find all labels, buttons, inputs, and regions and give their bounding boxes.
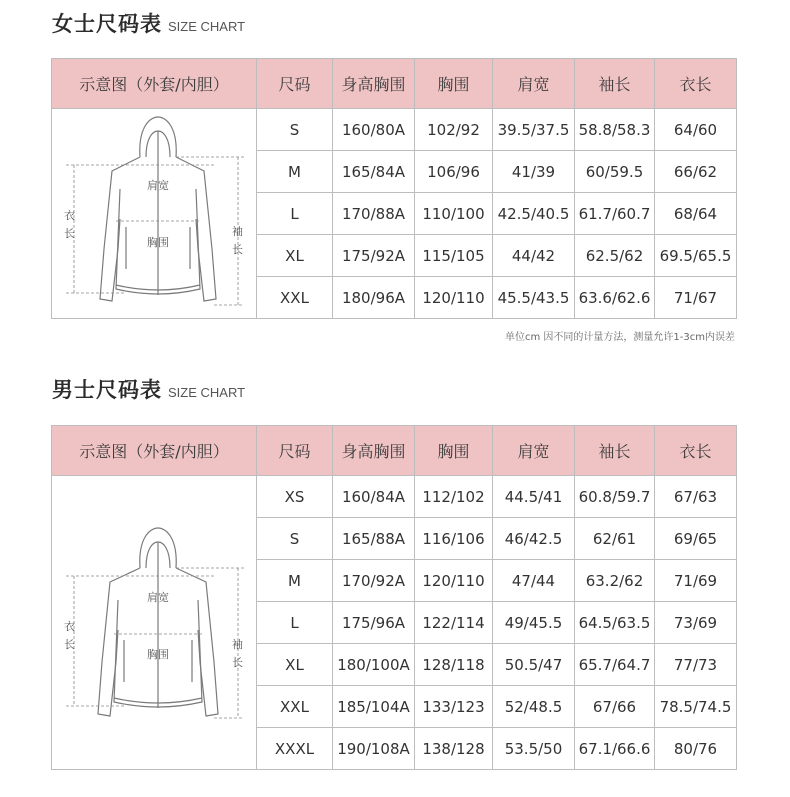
- header-height-chest: 身高胸围: [333, 59, 415, 109]
- cell: 65.7/64.7: [575, 644, 655, 686]
- sleeve-label-2: 长: [232, 655, 243, 669]
- size-cell: S: [257, 109, 333, 151]
- cell: 64/60: [655, 109, 737, 151]
- header-chest: 胸围: [415, 59, 493, 109]
- size-cell: L: [257, 193, 333, 235]
- cell: 77/73: [655, 644, 737, 686]
- size-cell: M: [257, 151, 333, 193]
- size-cell: M: [257, 560, 333, 602]
- cell: 69/65: [655, 518, 737, 560]
- cell: 80/76: [655, 728, 737, 770]
- cell: 66/62: [655, 151, 737, 193]
- header-diagram: 示意图（外套/内胆）: [52, 59, 257, 109]
- size-cell: L: [257, 602, 333, 644]
- cell: 53.5/50: [493, 728, 575, 770]
- men-title: [52, 374, 245, 408]
- cell: 112/102: [415, 476, 493, 518]
- jacket-diagram-icon: [54, 506, 254, 736]
- men-garment-diagram: [52, 476, 257, 770]
- measurement-note: 单位cm 因不同的计量方法，测量允许1-3cm内误差: [505, 332, 735, 343]
- men-title-en: SIZE CHART: [168, 385, 246, 400]
- cell: 45.5/43.5: [493, 277, 575, 319]
- cell: 63.6/62.6: [575, 277, 655, 319]
- size-cell: XL: [257, 235, 333, 277]
- cell: 71/67: [655, 277, 737, 319]
- women-title-cn: 女士尺码表: [52, 12, 162, 36]
- size-cell: XXL: [257, 277, 333, 319]
- cell: 170/92A: [333, 560, 415, 602]
- cell: 41/39: [493, 151, 575, 193]
- cell: 190/108A: [333, 728, 415, 770]
- women-size-table: [51, 58, 737, 319]
- cell: 62/61: [575, 518, 655, 560]
- jacket-diagram-icon: [54, 109, 254, 314]
- length-label-1: 衣: [64, 619, 75, 633]
- cell: 122/114: [415, 602, 493, 644]
- cell: 39.5/37.5: [493, 109, 575, 151]
- cell: 120/110: [415, 277, 493, 319]
- men-size-table: [51, 425, 737, 770]
- cell: 138/128: [415, 728, 493, 770]
- cell: 180/96A: [333, 277, 415, 319]
- cell: 110/100: [415, 193, 493, 235]
- cell: 42.5/40.5: [493, 193, 575, 235]
- header-sleeve: 袖长: [575, 59, 655, 109]
- cell: 60.8/59.7: [575, 476, 655, 518]
- men-header-row: [52, 426, 737, 476]
- header-height-chest: 身高胸围: [333, 426, 415, 476]
- cell: 102/92: [415, 109, 493, 151]
- cell: 73/69: [655, 602, 737, 644]
- cell: 64.5/63.5: [575, 602, 655, 644]
- size-cell: XXL: [257, 686, 333, 728]
- cell: 71/69: [655, 560, 737, 602]
- header-size: 尺码: [257, 59, 333, 109]
- length-label-2: 长: [64, 227, 75, 240]
- cell: 170/88A: [333, 193, 415, 235]
- chest-label: 胸围: [147, 236, 169, 249]
- cell: 52/48.5: [493, 686, 575, 728]
- cell: 44.5/41: [493, 476, 575, 518]
- header-chest: 胸围: [415, 426, 493, 476]
- header-length: 衣长: [655, 59, 737, 109]
- cell: 160/84A: [333, 476, 415, 518]
- cell: 185/104A: [333, 686, 415, 728]
- length-label-1: 衣: [64, 209, 75, 222]
- cell: 116/106: [415, 518, 493, 560]
- cell: 165/88A: [333, 518, 415, 560]
- header-length: 衣长: [655, 426, 737, 476]
- men-title-cn: 男士尺码表: [52, 378, 162, 402]
- chest-label: 胸围: [147, 647, 169, 661]
- size-cell: XS: [257, 476, 333, 518]
- cell: 63.2/62: [575, 560, 655, 602]
- header-shoulder: 肩宽: [493, 426, 575, 476]
- sleeve-label-2: 长: [232, 243, 243, 256]
- cell: 49/45.5: [493, 602, 575, 644]
- header-size: 尺码: [257, 426, 333, 476]
- women-header-row: [52, 59, 737, 109]
- sleeve-label-1: 袖: [232, 225, 243, 238]
- women-title: [52, 8, 245, 42]
- cell: 165/84A: [333, 151, 415, 193]
- women-garment-diagram: [52, 109, 257, 319]
- shoulder-label: 肩宽: [147, 590, 169, 604]
- cell: 133/123: [415, 686, 493, 728]
- cell: 180/100A: [333, 644, 415, 686]
- cell: 61.7/60.7: [575, 193, 655, 235]
- cell: 47/44: [493, 560, 575, 602]
- cell: 67/66: [575, 686, 655, 728]
- cell: 69.5/65.5: [655, 235, 737, 277]
- cell: 58.8/58.3: [575, 109, 655, 151]
- cell: 60/59.5: [575, 151, 655, 193]
- size-cell: S: [257, 518, 333, 560]
- cell: 67/63: [655, 476, 737, 518]
- cell: 175/96A: [333, 602, 415, 644]
- women-title-en: SIZE CHART: [168, 19, 246, 34]
- cell: 160/80A: [333, 109, 415, 151]
- header-diagram: 示意图（外套/内胆）: [52, 426, 257, 476]
- length-label-2: 长: [64, 637, 75, 651]
- cell: 44/42: [493, 235, 575, 277]
- shoulder-label: 肩宽: [147, 179, 169, 192]
- cell: 68/64: [655, 193, 737, 235]
- cell: 106/96: [415, 151, 493, 193]
- cell: 67.1/66.6: [575, 728, 655, 770]
- cell: 62.5/62: [575, 235, 655, 277]
- header-sleeve: 袖长: [575, 426, 655, 476]
- size-cell: XXXL: [257, 728, 333, 770]
- cell: 115/105: [415, 235, 493, 277]
- header-shoulder: 肩宽: [493, 59, 575, 109]
- cell: 175/92A: [333, 235, 415, 277]
- cell: 46/42.5: [493, 518, 575, 560]
- table-row: [52, 109, 737, 151]
- size-cell: XL: [257, 644, 333, 686]
- sleeve-label-1: 袖: [232, 637, 243, 651]
- table-row: [52, 476, 737, 518]
- cell: 120/110: [415, 560, 493, 602]
- cell: 50.5/47: [493, 644, 575, 686]
- cell: 128/118: [415, 644, 493, 686]
- cell: 78.5/74.5: [655, 686, 737, 728]
